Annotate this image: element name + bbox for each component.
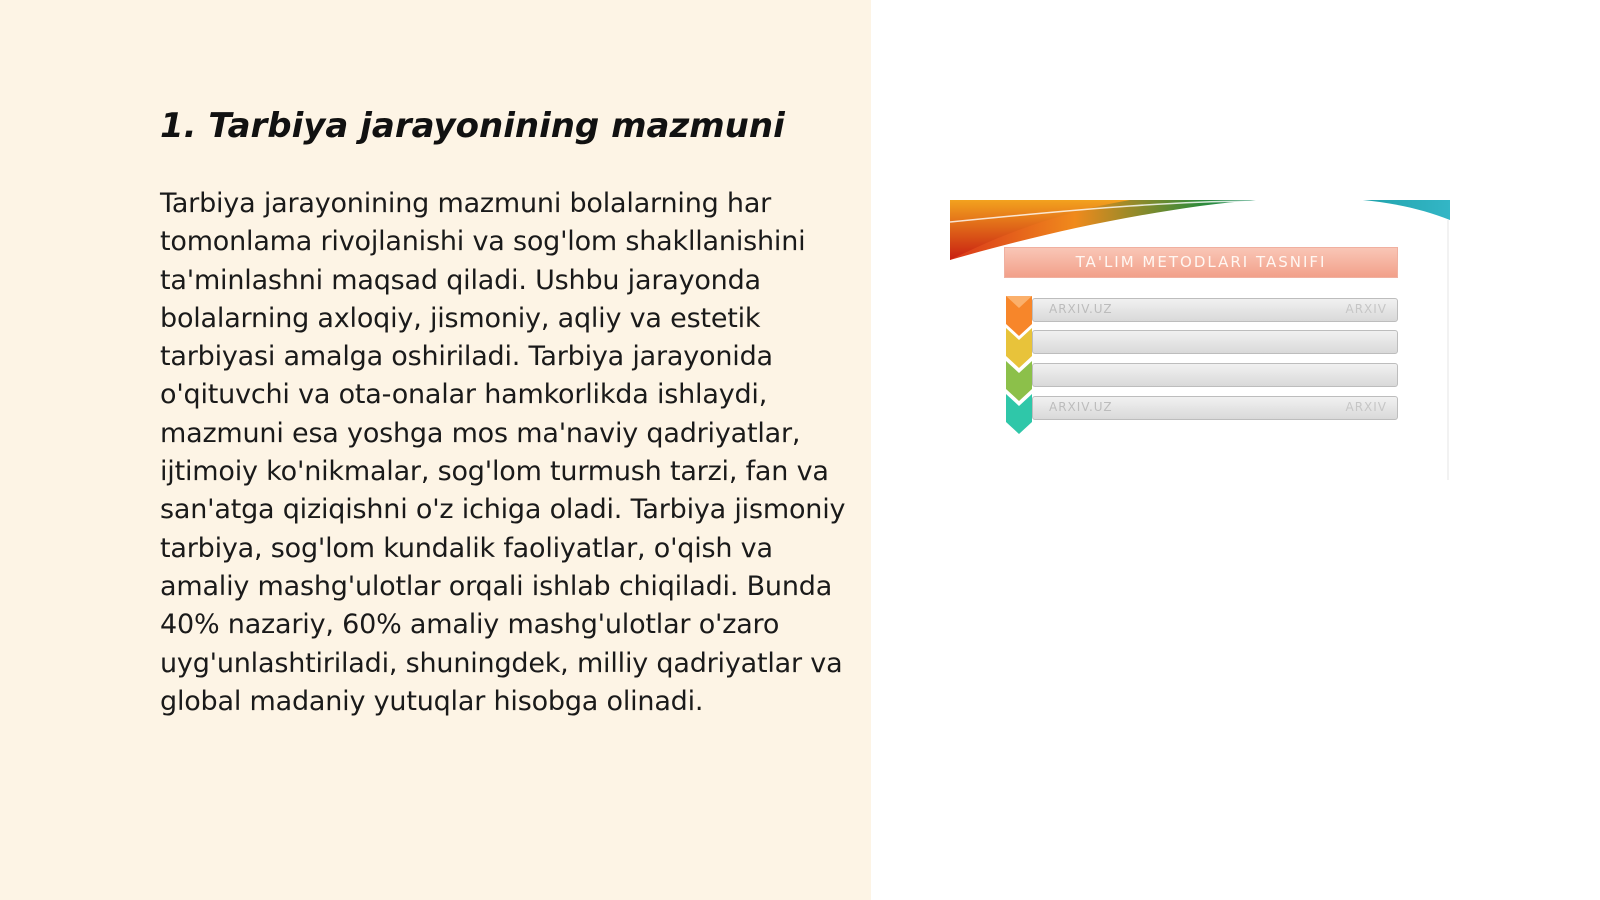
step-label: ARXIV.UZ bbox=[1049, 302, 1113, 316]
image-step-2 bbox=[1004, 328, 1398, 356]
slide-image bbox=[950, 200, 1450, 480]
step-label: ARXIV.UZ bbox=[1049, 400, 1113, 414]
image-step-bar bbox=[1032, 298, 1398, 322]
slide-body-text: Tarbiya jarayonining mazmuni bolalarning har tomonlama rivojlanishi va sog'lom shakllanishini ta'minlashni maqsad qiladi. Ushbu jarayonda bolalarning axloqiy, jismoniy, aqliy va estetik tarbiyasi amalga oshiriladi. Tarbiya jarayonida o'qituvchi va ota-onalar hamkorlikda ishlaydi, mazmuni esa yoshga mos ma'naviy qadriyatlar, ijtimoiy ko'nikmalar, sog'lom turmush tarzi, fan va san'atga qiziqishni o'z ichiga oladi. Tarbiya jismoniy tarbiya, sog'lom kundalik faoliyatlar, o'qish va amaliy mashg'ulotlar orqali ishlab chiqiladi. Bunda 40% nazariy, 60% amaliy mashg'ulotlar o'zaro uyg'unlashtiriladi, shuningdek, milliy qadriyatlar va global madaniy yutuqlar hisobga olinadi. bbox=[160, 188, 846, 717]
image-step-bar bbox=[1032, 330, 1398, 354]
image-header: TA'LIM METODLARI TASNIFI bbox=[1004, 247, 1398, 278]
image-step-1 bbox=[1004, 296, 1398, 324]
step-label-right: ARXIV bbox=[1345, 302, 1387, 316]
image-step-3 bbox=[1004, 361, 1398, 389]
slide-title: 1. Tarbiya jarayonining mazmuni bbox=[160, 106, 785, 146]
step-label-right: ARXIV bbox=[1345, 400, 1387, 414]
image-step-4 bbox=[1004, 394, 1398, 422]
image-step-bar bbox=[1032, 396, 1398, 420]
image-step-bar bbox=[1032, 363, 1398, 387]
chevron-teal-icon bbox=[1004, 394, 1034, 434]
